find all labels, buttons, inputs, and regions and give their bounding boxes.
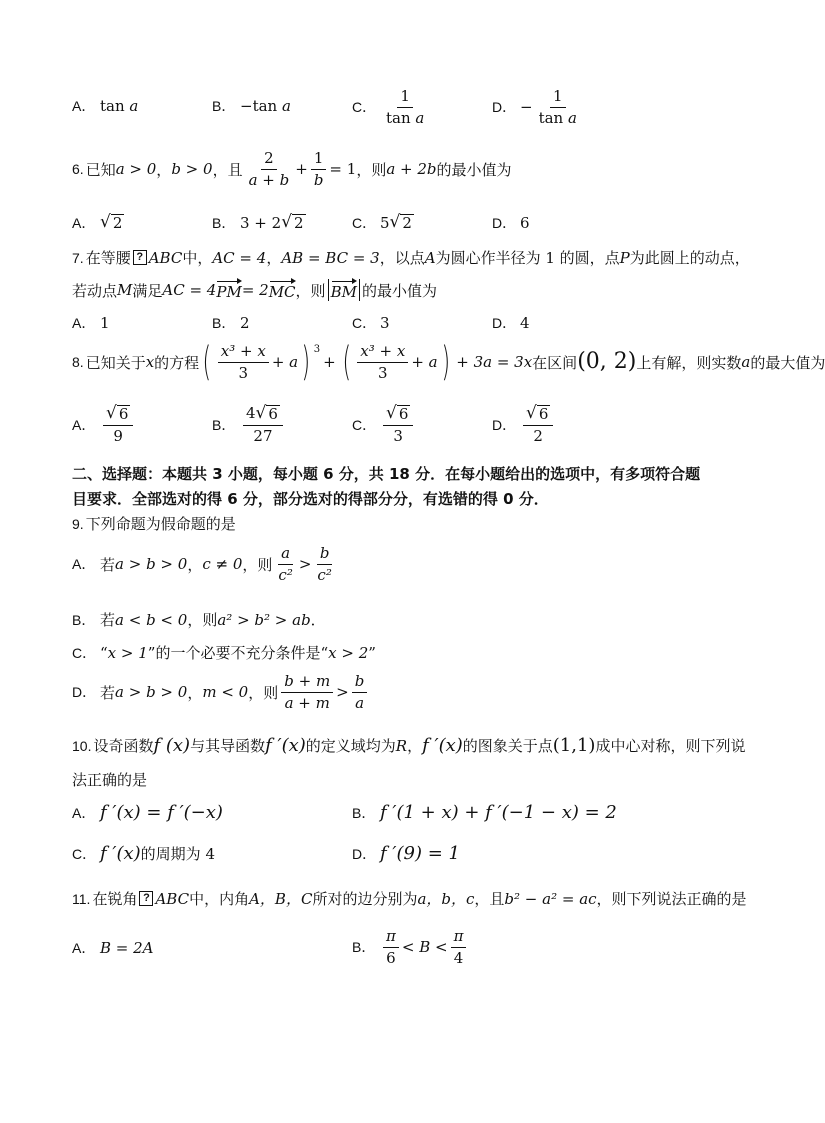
q6-option-d: D． 6 bbox=[492, 214, 530, 232]
section-2-heading-line-2: 目要求．全部选对的得 6 分，部分选对的得部分分，有选错的得 0 分． bbox=[72, 490, 549, 508]
q7-option-c: C． 3 bbox=[352, 314, 390, 332]
vector-pm: PM bbox=[216, 279, 241, 301]
fraction: 4 √ 6 27 bbox=[243, 405, 283, 445]
question-10-line-2: 法正确的是 bbox=[72, 771, 148, 789]
q6-option-b: B． 3 + 2 √ 2 bbox=[212, 211, 304, 232]
vector-mc: MC bbox=[269, 279, 296, 301]
fraction: $\frac{1}{\text{tan a}}$ bbox=[386, 87, 425, 127]
q9-option-a: A． 若 a > b > 0 ， c ≠ 0 ，则 $\frac{a}{\text{c²}}$ > $\frac{b}{\text{c²}}$ bbox=[72, 545, 338, 583]
question-9: 9. 下列命题为假命题的是 bbox=[72, 515, 236, 533]
vector-bm: BM bbox=[331, 279, 357, 301]
question-7-line-1: 7. 在等腰 ? ABC 中， AC = 4 ， AB = BC = 3 ，以点 A 为圆心作半径为 1 的圆，点 P 为此圆上的动点， bbox=[72, 248, 750, 267]
q10-option-c: C． f ′(x) 的周期为 4 bbox=[72, 843, 215, 864]
question-11: 11. 在锐角 ? ABC 中，内角 A，B，C 所对的边分别为 a，b，c ，且 b² − a² = ac ，则下列说法正确的是 bbox=[72, 889, 747, 908]
q10-option-d: D． f ′(9) = 1 bbox=[352, 843, 460, 864]
fraction: $\frac{b}{a}$ bbox=[352, 673, 368, 711]
q10-option-b: B． f ′(1 + x) + f ′(−1 − x) = 2 bbox=[352, 802, 617, 823]
q9-option-d: D． 若 a > b > 0 ， m < 0 ，则 $\frac{b + m}{a + m}$ > $\frac{b}{a}$ bbox=[72, 673, 370, 711]
fraction: $\frac{1}{\text{tan a}}$ bbox=[538, 87, 577, 127]
q8-option-c: C． √ 6 3 bbox=[352, 405, 416, 445]
fraction: $\frac{\pi}{4}$ bbox=[451, 928, 467, 966]
q9-option-c: C． “ x > 1 ”的一个必要不充分条件是“ x > 2 ” bbox=[72, 643, 376, 662]
q6-option-a: A． √ 2 bbox=[72, 211, 123, 232]
q8-option-b: B． 4 √ 6 27 bbox=[212, 405, 286, 445]
missing-glyph-icon: ? bbox=[133, 250, 147, 265]
fraction: $\frac{1}{b}$ bbox=[311, 150, 327, 188]
fraction: $\frac{a}{\text{c²}}$ bbox=[278, 544, 293, 584]
question-7-line-2: 若动点 M 满足 AC = 4 PM = 2 MC ，则 BM 的最小值为 bbox=[72, 281, 437, 301]
question-6: 6. 已知 a > 0 ， b > 0 ，且 $\frac{2}{a + b}$ + $\frac{1}{b}$ = 1 ，则 a + 2b 的最小值为 bbox=[72, 149, 512, 189]
fraction: $\frac{\text{x³ + x}}{3}$ bbox=[218, 343, 269, 381]
q10-option-a: A． f ′(x) = f ′(−x) bbox=[72, 802, 223, 823]
q9-option-b: B． 若 a < b < 0 ，则 a² > b² > ab ． bbox=[72, 610, 326, 629]
q8-option-a: A． √ 6 9 bbox=[72, 405, 136, 445]
q5-option-c: C． $\frac{1}{\text{tan a}}$ bbox=[352, 88, 430, 126]
fraction: $\frac{b}{\text{c²}}$ bbox=[317, 544, 332, 584]
fraction: $\frac{\text{x³ + x}}{3}$ bbox=[357, 343, 408, 381]
question-8: 8. 已知关于 x 的方程 ( $\frac{\text{x³ + x}}{3}$ + a ) $^3$ + ( $\frac{\text{x³ + x}}{3}$ + a ) + 3a = 3x 在区间 (0, 2) 上有解，则实数 a 的最大值为 bbox=[72, 339, 825, 385]
fraction: √ 6 3 bbox=[383, 405, 413, 445]
q7-option-a: A． 1 bbox=[72, 314, 110, 332]
q7-option-d: D． 4 bbox=[492, 314, 530, 332]
q7-option-b: B． 2 bbox=[212, 314, 250, 332]
missing-glyph-icon: ? bbox=[139, 891, 153, 906]
q8-option-d: D． √ 6 2 bbox=[492, 405, 556, 445]
q5-option-d: D． − $\frac{1}{\text{tan a}}$ bbox=[492, 88, 583, 126]
section-2-heading-line-1: 二、选择题：本题共 3 小题，每小题 6 分，共 18 分．在每小题给出的选项中，有多项符合题 bbox=[72, 465, 701, 483]
question-10-line-1: 10. 设奇函数 f (x) 与其导函数 f ′(x) 的定义域均为 R ， f ′(x) 的图象关于点 (1,1) 成中心对称，则下列说 bbox=[72, 734, 746, 756]
q11-option-a: A． B = 2A bbox=[72, 939, 154, 957]
fraction: $\frac{b + m}{a + m}$ bbox=[281, 673, 333, 711]
q5-option-a: A． tan a bbox=[72, 97, 139, 115]
fraction: √ 6 9 bbox=[103, 405, 133, 445]
fraction: $\frac{\pi}{6}$ bbox=[383, 928, 399, 966]
fraction: $\frac{2}{a + b}$ bbox=[248, 149, 290, 189]
q6-option-c: C． 5 √ 2 bbox=[352, 211, 412, 232]
q11-option-b: B． $\frac{\pi}{6}$ < B < $\frac{\pi}{4}$ bbox=[352, 928, 469, 966]
fraction: √ 6 2 bbox=[523, 405, 553, 445]
q5-option-b: B． −tan a bbox=[212, 97, 291, 115]
